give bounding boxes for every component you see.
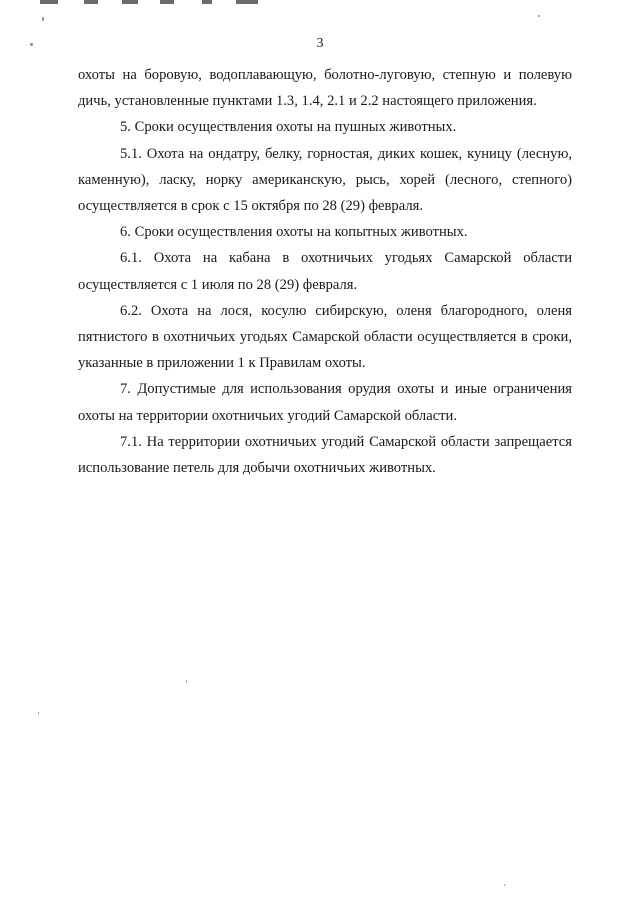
section-5-heading: 5. Сроки осуществления охоты на пушных животных. [120, 119, 457, 136]
clause-7-1: 7.1. На территории охотничьих угодий Самарской области запрещается использование петель для добычи охотничьих животных. [78, 433, 572, 477]
section-7-heading: 7. Допустимые для использования орудия охоты и иные ограничения охоты на территории охотничьих угодий Самарской области. [78, 381, 572, 424]
scan-speck [538, 15, 540, 17]
clause-6-1: 6.1. Охота на кабана в охотничьих угодьях Самарской области осуществляется с 1 июля по 28 (29) февраля. [78, 250, 572, 293]
paragraph-game-birds: охоты на боровую, водоплавающую, болотно-луговую, степную и полевую дичь, установленные пунктами 1.3, 1.4, 2.1 и 2.2 настоящего приложения. [78, 67, 572, 110]
clause-6-2: 6.2. Охота на лося, косулю сибирскую, оленя благородного, оленя пятнистого в охотничьих угодьях Самарской области осуществляется в сроки, указанные в приложении 1 к Правилам охоты. [78, 302, 572, 372]
scan-edge-marks [0, 0, 640, 6]
document-body [78, 62, 572, 481]
scan-speck [38, 712, 39, 714]
scan-speck [42, 17, 44, 21]
page-number: 3 [316, 36, 324, 51]
clause-5-1: 5.1. Охота на ондатру, белку, горностая, диких кошек, куницу (лесную, каменную), ласку, норку американскую, рысь, хорей (лесного, степного) осуществляется в срок с 15 октября по 28 (29) февраля. [78, 145, 572, 215]
scan-speck [504, 884, 505, 886]
scan-speck [186, 680, 187, 683]
section-6-heading: 6. Сроки осуществления охоты на копытных животных. [120, 224, 468, 241]
